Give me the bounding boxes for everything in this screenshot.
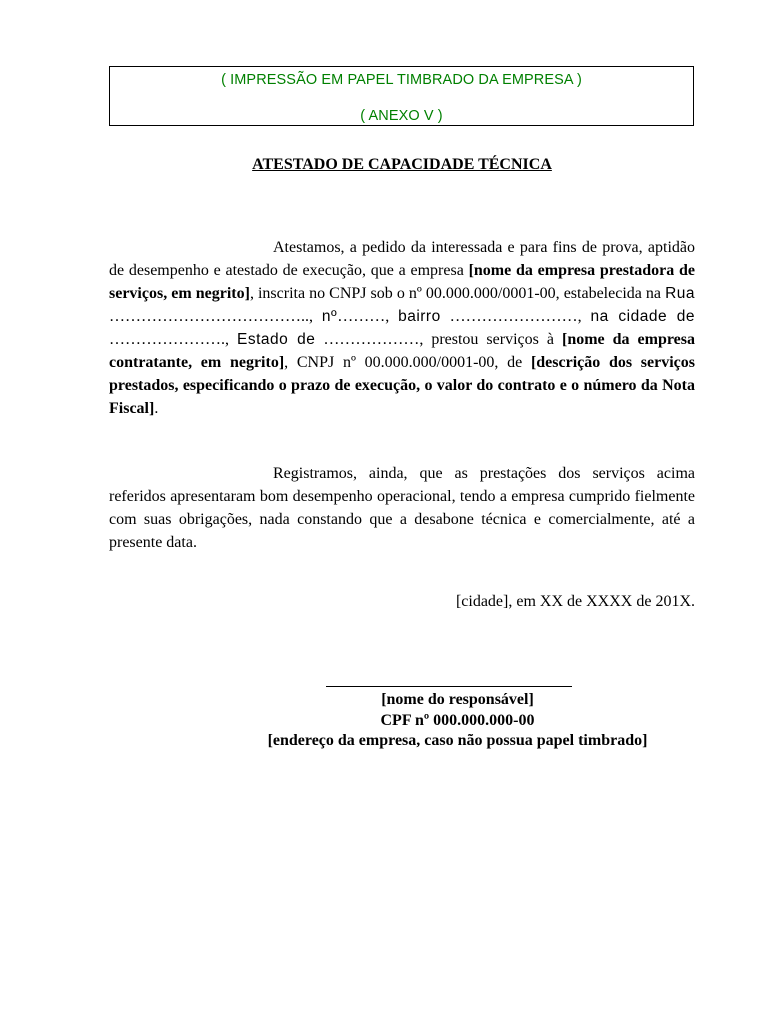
contracting-company-placeholder: [nome da empresa contratante, em negrito] [109, 331, 696, 371]
text-run: , inscrita no CNPJ sob o nº 00.000.000/0001-00, estabelecida na [249, 285, 666, 302]
text-run: ……………………, [440, 308, 591, 325]
responsible-cpf: CPF nº 000.000.000-00 [380, 711, 535, 729]
place-date-line: [cidade], em XX de XXXX de 201X. [455, 593, 695, 610]
document-title: ATESTADO DE CAPACIDADE TÉCNICA [252, 156, 552, 173]
annex-label: ( ANEXO V ) [360, 108, 443, 124]
text-run: ……………………………….., [109, 308, 322, 325]
responsible-name: [nome do responsável] [381, 691, 534, 708]
attestation-paragraph [109, 236, 695, 420]
letterhead-notice-box [109, 66, 694, 126]
text-run: , CNPJ nº 00.000.000/0001-00, de [284, 354, 531, 371]
provider-company-placeholder: [nome da empresa prestadora de serviços, em negrito] [109, 262, 696, 302]
text-run: . [154, 400, 159, 417]
text-run: ………, [337, 308, 399, 325]
signature-line [326, 686, 572, 687]
text-run: Atestamos, a pedido da interessada e para fins de prova, aptidão de desempenho e atestado de execução, que a empresa [109, 239, 695, 279]
performance-paragraph [109, 462, 695, 554]
services-description-placeholder: [descrição dos serviços prestados, especificando o prazo de execução, o valor do contrato e o número da Nota Fiscal] [109, 354, 696, 417]
state-label: Estado de [237, 331, 316, 348]
letterhead-notice: ( IMPRESSÃO EM PAPEL TIMBRADO DA EMPRESA ) [221, 72, 582, 88]
district-label: bairro [398, 308, 441, 325]
text-run: ………………, prestou serviços à [315, 331, 562, 348]
text-run: …………………., [109, 331, 238, 348]
signature-block [109, 690, 768, 752]
text-run: Registramos, ainda, que as prestações dos serviços acima referidos apresentaram bom desempenho operacional, tendo a empresa cumprido fielmente com suas obrigações, nada constando que a desabone técnica e comercialmente, até a presente data. [109, 465, 695, 551]
number-label: nº [321, 308, 338, 325]
company-address-placeholder: [endereço da empresa, caso não possua papel timbrado] [267, 732, 648, 749]
street-label: Rua [665, 285, 695, 302]
city-label: na cidade de [590, 308, 696, 325]
